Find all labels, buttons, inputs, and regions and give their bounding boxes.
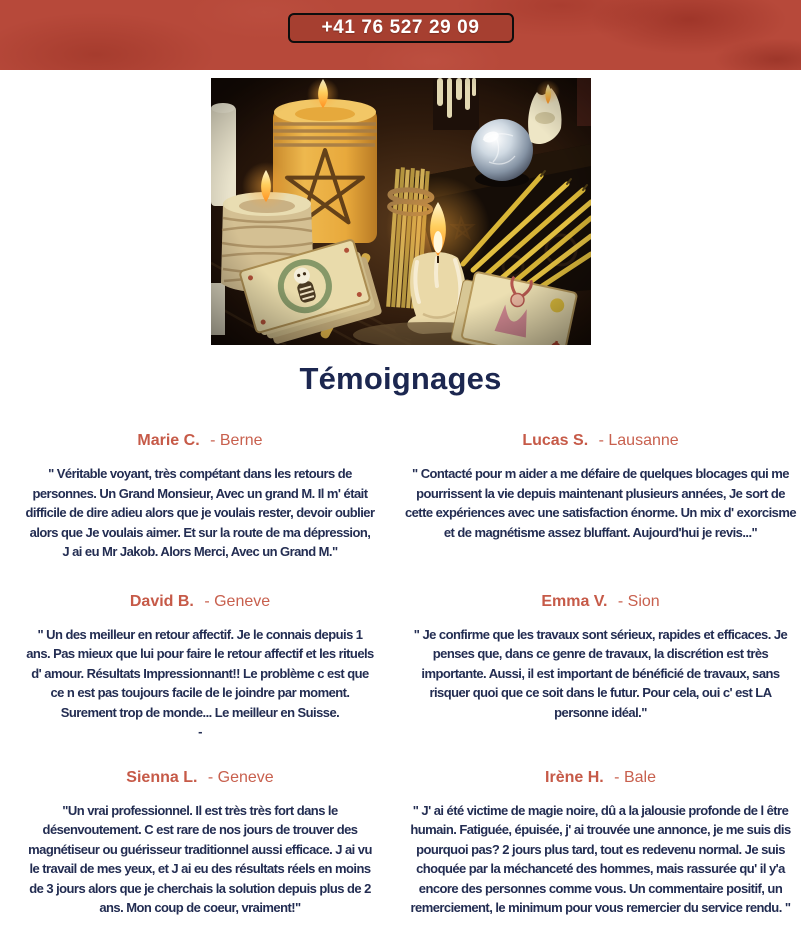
testimonial-card-sienna [0,768,400,918]
testimonial-card-irene [400,768,801,918]
testimonial-header [0,768,400,788]
testimonial-name: Irène H. [545,768,604,786]
phone-number-label: +41 76 527 29 09 [321,17,480,38]
testimonial-location: - Lausanne [598,432,679,449]
hero-image [211,78,591,345]
testimonial-card-david [0,592,400,742]
hero-image-container [0,78,801,345]
testimonial-header [400,431,801,451]
testimonial-text: " Véritable voyant, très compétant dans les retours de personnes. Un Grand Monsieur, Avec un grand M. Il m' était difficile de dire adieu alors que je voulais rester, devoir oublier alors que Je voulais aimer. Et sur la route de ma dépression, J ai eu Mr Jakob. Alors Merci, Avec un Grand M." [25,466,375,559]
phone-button[interactable] [288,13,514,43]
testimonial-header [400,592,801,612]
testimonial-location: - Geneve [207,768,274,786]
testimonial-text: " J' ai été victime de magie noire, dû a la jalousie profonde de l être humain. Fatiguée, épuisée, j' ai trouvée une annonce, je me suis dis pourquoi pas? 2 jours plus tard, tout es redevenu normal. Je suis choquée par la méchanceté des hommes, mais rassurée qu' il y'a encore des personnes comme vous. Un commentaire positif, un remerciement, le minimum pour vous remercier du service rendu. " [410,802,791,915]
top-bar [0,0,801,70]
testimonial-text: " Contacté pour m aider a me défaire de quelques blocages qui me pourrissent la vie depuis maintenant plusieurs années, Je sort de cette expériences avec une satisfaction énorme. Un mix d' exorcisme et de magnétisme assez bluffant. Aujourd'hui je revis..." [404,466,797,540]
testimonial-name: Lucas S. [522,432,589,449]
testimonial-location: - Berne [210,432,263,449]
testimonial-card-lucas [400,431,801,562]
testimonial-header [0,592,400,612]
testimonial-location: - Sion [617,592,660,610]
testimonial-name: Emma V. [541,592,608,610]
testimonial-text: "Un vrai professionnel. Il est très très fort dans le désenvoutement. C est rare de nos jours de trouver des magnétiseur ou guérisseur traditionnel aussi efficace. J ai vu le travail de mes yeux, et J ai eu des résultats réels en moins de 3 jours alors que je cherchais la solution depuis plus de 2 ans. Mon coup de coeur, vraiment!" [28,802,372,915]
page-title: Témoignages [299,361,502,396]
testimonial-location: - Bale [614,768,656,786]
testimonial-card-emma [400,592,801,742]
testimonial-name: Marie C. [137,432,200,449]
testimonial-text: " Un des meilleur en retour affectif. Je le connais depuis 1 ans. Pas mieux que lui pour faire le retour affectif et les rituels d' amour. Résultats Impressionnant!! Le problème c est que ce n est pas toujours facile de le joindre par moment. Surement trop de monde... Le meilleur en Suisse. [26,626,374,720]
testimonial-name: David B. [129,592,194,610]
testimonial-header [0,431,400,451]
testimonial-footnote: - [198,724,202,739]
testimonial-name: Sienna L. [126,768,198,786]
testimonial-card-marie [0,431,400,562]
testimonials-grid [0,431,801,918]
testimonial-header [400,768,801,788]
testimonial-location: - Geneve [204,592,271,610]
testimonial-text: " Je confirme que les travaux sont sérieux, rapides et efficaces. Je penses que, dans ce genre de travaux, la discrétion est très importante. Aussi, il est important de bénéficié de travaux, sans risquer quoi que ce soit dans le futur. Pour cela, oui c' est LA personne idéal." [413,626,788,720]
